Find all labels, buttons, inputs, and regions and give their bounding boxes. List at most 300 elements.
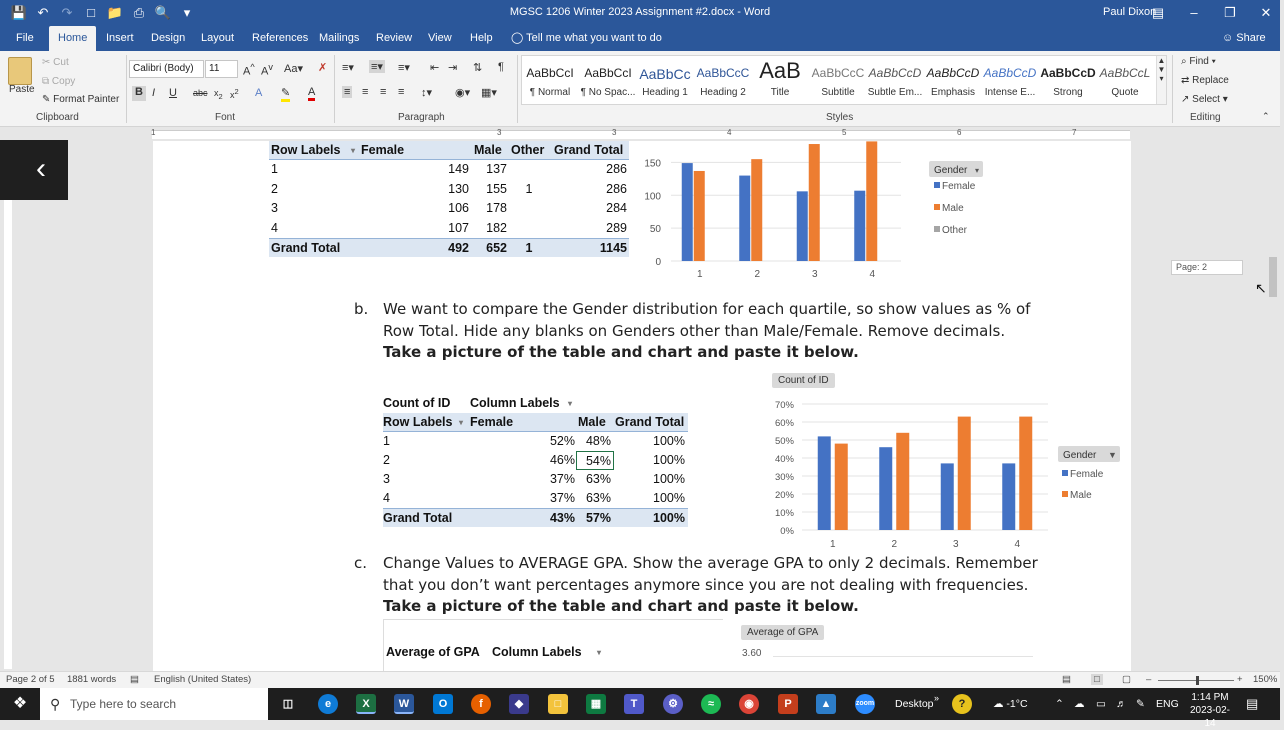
sort-icon[interactable]: ⇅ <box>473 62 483 74</box>
row-label: 1 <box>383 434 390 448</box>
selected-cell[interactable]: 54% <box>576 451 614 470</box>
ruler-number: 6 <box>957 128 962 137</box>
strikethrough-icon[interactable]: abc <box>193 88 208 98</box>
zoom-slider-handle[interactable] <box>1196 676 1199 685</box>
pen-icon[interactable]: ✎ <box>1136 698 1145 710</box>
onedrive-icon[interactable]: ☁ <box>1074 698 1085 710</box>
column-labels-header: Column Labels <box>492 645 582 659</box>
values-field-label: Count of ID <box>383 396 451 410</box>
style-name: Quote <box>1111 87 1139 98</box>
chart-gridline <box>773 656 1033 657</box>
bar <box>739 176 750 261</box>
save-icon[interactable]: 💾 <box>10 5 28 20</box>
table-row <box>269 160 629 179</box>
word-count[interactable]: 1881 words <box>67 674 117 685</box>
spotify-icon[interactable]: ≈ <box>701 694 721 714</box>
chart-field-button[interactable]: Average of GPA <box>741 625 824 640</box>
ruler-number: 5 <box>842 128 847 137</box>
app-icon[interactable]: ◆ <box>509 694 529 714</box>
header-other: Other <box>511 143 545 157</box>
style-strong[interactable] <box>1040 56 1096 104</box>
legend-title: Gender <box>934 165 968 176</box>
windows-taskbar <box>0 688 1280 729</box>
paragraph-group-label: Paragraph <box>398 112 445 123</box>
header-grand-total: Grand Total <box>615 415 685 429</box>
excel-icon[interactable]: X <box>356 694 376 714</box>
copy-button[interactable] <box>42 76 75 87</box>
ruler-bar <box>152 130 1130 139</box>
style-name: Title <box>770 87 790 98</box>
bar <box>941 463 954 530</box>
cut-label: Cut <box>53 57 69 68</box>
y-tick-label: 0% <box>780 526 794 537</box>
back-navigation-button[interactable] <box>0 140 68 200</box>
row-label: 2 <box>271 182 278 196</box>
question-b-line2: Row Total. Hide any blanks on Genders other than Male/Female. Remove decimals. <box>383 322 1006 340</box>
clock-time: 1:14 PM <box>1191 692 1229 703</box>
tab-layout[interactable]: Layout <box>201 32 235 44</box>
style-name: Strong <box>1053 87 1083 98</box>
question-b-line1: We want to compare the Gender distribution for each quartile, so show values as % of <box>383 300 1031 318</box>
table-row <box>383 489 688 508</box>
print-layout-icon[interactable]: □ <box>1091 674 1103 685</box>
y-tick-label: 0 <box>655 257 661 268</box>
new-document-icon[interactable]: □ <box>87 5 95 20</box>
table-title-row <box>384 643 724 662</box>
help-icon[interactable]: ? <box>952 694 972 714</box>
question-c-label: c. <box>354 554 368 572</box>
styles-gallery <box>521 55 1167 105</box>
filter-dropdown-icon[interactable]: ▾ <box>351 146 356 155</box>
bar <box>879 447 892 530</box>
style-preview: AaBbCcC <box>696 66 750 80</box>
row-label: 4 <box>271 221 278 235</box>
shading-icon[interactable]: ◉▾ <box>455 87 471 99</box>
style-heading-2[interactable] <box>695 56 751 104</box>
decrease-indent-icon[interactable]: ⇤ <box>430 62 440 74</box>
justify-icon[interactable]: ≡ <box>398 86 405 98</box>
settings-icon[interactable]: ⚙ <box>663 694 683 714</box>
numbering-icon[interactable]: ≡▾ <box>371 61 383 73</box>
header-female: Female <box>470 415 514 429</box>
legend-entry: Male <box>1070 490 1092 501</box>
row-total: 286 <box>606 182 627 196</box>
y-tick-label: 150 <box>644 158 661 170</box>
toolbar-overflow-icon[interactable]: » <box>934 693 940 703</box>
filter-dropdown-icon[interactable]: ▾ <box>597 648 602 657</box>
header-male: Male <box>578 415 606 429</box>
header-male: Male <box>474 143 502 157</box>
print-icon[interactable]: ⎙ <box>133 5 145 20</box>
row-total: 100% <box>653 472 685 486</box>
align-right-icon[interactable]: ≡ <box>380 86 387 98</box>
copy-label: Copy <box>51 76 76 87</box>
proofing-icon[interactable]: ▤ <box>130 674 139 685</box>
style-heading-1[interactable] <box>637 56 693 104</box>
copy-icon: ⧉ <box>42 76 50 87</box>
female-percent: 37% <box>549 491 575 505</box>
clock[interactable] <box>1186 691 1234 730</box>
clock-date: 2023-02-14 <box>1189 705 1231 729</box>
undo-icon[interactable]: ↶ <box>37 5 49 20</box>
styles-more-icon[interactable]: ▲ ▼ ▾ <box>1156 56 1166 104</box>
edge-icon[interactable]: e <box>318 694 338 714</box>
legend-entry: Female <box>942 181 976 192</box>
y-tick-label: 50 <box>649 224 661 236</box>
minimize-button[interactable]: – <box>1190 5 1198 20</box>
notifications-icon[interactable]: ▤ <box>1246 696 1259 711</box>
row-label: Grand Total <box>383 511 453 525</box>
zoom-level[interactable]: 150% <box>1253 674 1278 685</box>
select-button[interactable]: ↗ Select ▾ <box>1181 94 1228 105</box>
female-percent: 52% <box>549 434 575 448</box>
task-view-icon[interactable]: ◫ <box>282 698 294 710</box>
female-count: 130 <box>448 182 469 196</box>
teams-icon[interactable]: T <box>624 694 644 714</box>
grand-total-row <box>383 508 688 527</box>
style-preview: AaBbCcC <box>811 66 865 80</box>
row-total: 286 <box>606 162 627 176</box>
tab-home[interactable]: Home <box>49 26 96 51</box>
male-count: 137 <box>486 162 507 176</box>
replace-label: Replace <box>1192 75 1229 86</box>
tell-me-search[interactable] <box>511 26 662 51</box>
bar <box>958 417 971 530</box>
chart-axis-tick: 3.60 <box>742 648 762 659</box>
row-label: 4 <box>383 491 390 505</box>
male-percent: 63% <box>585 491 611 505</box>
style-preview: AaBbCcL <box>1099 66 1151 80</box>
firefox-icon[interactable]: f <box>471 694 491 714</box>
header-row-labels: Row Labels <box>271 143 341 157</box>
ruler-number: 3 <box>497 128 502 137</box>
title-bar <box>0 0 1280 26</box>
style-name: Intense E... <box>984 87 1036 98</box>
highlight-icon[interactable]: ✎ <box>281 86 290 102</box>
tell-me-label: Tell me what you want to do <box>526 32 662 44</box>
bar <box>896 433 909 530</box>
style-intense-emphasis[interactable] <box>982 56 1038 104</box>
style-preview: AaBbCcD <box>926 66 980 80</box>
redo-icon[interactable]: ↷ <box>61 5 73 20</box>
question-b-instruction: Take a picture of the table and chart and paste it below. <box>383 343 859 361</box>
separator <box>517 55 518 123</box>
page-count[interactable]: Page 2 of 5 <box>6 674 55 685</box>
bar <box>866 141 877 261</box>
header-row-labels: Row Labels <box>383 415 453 429</box>
search-placeholder: Type here to search <box>70 697 177 711</box>
style-preview: AaB <box>759 58 801 83</box>
filter-dropdown-icon[interactable]: ▾ <box>459 418 464 427</box>
female-count: 149 <box>448 162 469 176</box>
photos-icon[interactable]: ▲ <box>816 694 836 714</box>
outlook-icon[interactable]: O <box>433 694 453 714</box>
style-title[interactable] <box>752 56 808 104</box>
vertical-ruler[interactable] <box>0 141 14 671</box>
gender-percent-chart[interactable] <box>758 391 1128 551</box>
male-count: 182 <box>486 221 507 235</box>
style-name: Emphasis <box>931 87 975 98</box>
separator <box>334 55 335 123</box>
document-page[interactable] <box>153 141 1131 671</box>
zoom-in-icon[interactable]: + <box>1237 674 1243 685</box>
paste-icon[interactable] <box>8 57 32 85</box>
legend-swatch <box>934 204 940 210</box>
female-count: 106 <box>448 201 469 215</box>
filter-icon: ▼ <box>1108 450 1117 460</box>
line-spacing-icon[interactable]: ↕▾ <box>421 87 433 99</box>
y-tick-label: 30% <box>774 472 794 483</box>
question-c-instruction: Take a picture of the table and chart and paste it below. <box>383 597 859 615</box>
desktop-toolbar[interactable]: Desktop <box>895 698 934 710</box>
style-name: Subtle Em... <box>867 87 923 98</box>
word-icon[interactable]: W <box>394 694 414 714</box>
values-field-label: Average of GPA <box>386 645 480 659</box>
format-painter-label: Format Painter <box>53 94 120 105</box>
ruler-number: 7 <box>1072 128 1077 137</box>
bold-icon[interactable]: B <box>132 86 146 101</box>
tab-view[interactable]: View <box>428 32 452 44</box>
language[interactable]: English (United States) <box>154 674 252 685</box>
ribbon <box>0 51 1280 127</box>
tab-references[interactable]: References <box>252 32 309 44</box>
clipboard-group-label: Clipboard <box>36 112 79 123</box>
style-preview: AaBbCcI <box>584 66 632 80</box>
zoom-app-icon[interactable]: zoom <box>855 694 875 714</box>
style-subtle-emphasis[interactable] <box>867 56 923 104</box>
bullets-icon[interactable]: ≡▾ <box>342 62 354 74</box>
separator <box>1172 55 1173 123</box>
styles-group-label: Styles <box>826 112 854 123</box>
row-label: 2 <box>383 453 390 467</box>
table-row <box>383 432 688 451</box>
font-group-label: Font <box>215 112 236 123</box>
collapse-ribbon-icon[interactable]: ⌃ <box>1262 111 1270 121</box>
table-row <box>269 219 629 238</box>
male-percent: 63% <box>585 472 611 486</box>
y-tick-label: 60% <box>774 418 794 429</box>
question-c-line2: that you don’t want percentages anymore since you are not dealing with frequencies. <box>383 576 1029 594</box>
row-total: 100% <box>653 434 685 448</box>
shrink-font-icon[interactable]: $A^v$ <box>261 62 273 78</box>
editing-group-label: Editing <box>1190 112 1221 123</box>
bar <box>694 171 705 261</box>
legend-swatch <box>1062 470 1068 476</box>
row-label: 3 <box>271 201 278 215</box>
network-icon[interactable]: ▭ <box>1096 698 1106 710</box>
style-name: Heading 1 <box>642 87 688 98</box>
window-controls <box>1140 0 1284 26</box>
grand-total-row <box>269 238 629 257</box>
header-grand-total: Grand Total <box>554 143 624 157</box>
print-preview-icon[interactable]: 🔍 <box>154 5 172 20</box>
y-tick-label: 100 <box>644 191 661 203</box>
table-row <box>269 180 629 199</box>
grand-total: 100% <box>653 511 685 525</box>
row-label: Grand Total <box>271 241 341 255</box>
maximize-button[interactable]: ❐ <box>1224 5 1236 20</box>
read-mode-icon[interactable]: ▤ <box>1062 674 1071 685</box>
status-bar <box>0 671 1280 688</box>
format-painter-button[interactable] <box>42 94 119 105</box>
weather-widget[interactable] <box>993 688 1028 720</box>
x-tick-label: 2 <box>891 539 898 550</box>
style-name: ¶ Normal <box>529 87 571 98</box>
style-name: Heading 2 <box>700 87 746 98</box>
row-label: 1 <box>271 162 278 176</box>
text-effects-icon[interactable]: A <box>255 87 263 99</box>
style-name: Subtitle <box>821 87 855 98</box>
x-tick-label: 3 <box>952 539 959 550</box>
align-center-icon[interactable]: ≡ <box>362 86 369 98</box>
show-hidden-icons-icon[interactable]: ⌃ <box>1055 698 1064 710</box>
legend-entry: Other <box>942 225 968 236</box>
paste-button[interactable]: Paste <box>9 84 35 95</box>
align-left-icon[interactable]: ≡ <box>344 86 351 98</box>
font-name-combo[interactable]: Calibri (Body) <box>129 60 204 78</box>
x-tick-label: 4 <box>1014 539 1021 550</box>
subscript-icon[interactable]: $x_2$ <box>214 88 223 101</box>
ribbon-display-options-icon[interactable]: ▤ <box>1151 5 1165 20</box>
bar <box>835 444 848 530</box>
find-button[interactable]: ⌕ Find ▾ <box>1181 56 1216 67</box>
y-tick-label: 10% <box>774 508 794 519</box>
mouse-cursor-icon: ↖ <box>1255 280 1267 296</box>
horizontal-ruler[interactable] <box>0 127 1280 141</box>
font-size-combo[interactable]: 11 <box>205 60 238 78</box>
table-row <box>383 470 688 489</box>
increase-indent-icon[interactable]: ⇥ <box>448 62 458 74</box>
replace-button[interactable] <box>1181 75 1229 86</box>
close-button[interactable]: ✕ <box>1260 5 1272 20</box>
page-tooltip: Page: 2 <box>1171 260 1243 275</box>
scrollbar-thumb[interactable] <box>1269 257 1277 297</box>
cloud-icon: ☁ <box>993 698 1004 710</box>
style-normal[interactable] <box>522 56 578 104</box>
question-b-label: b. <box>354 300 369 318</box>
x-tick-label: 1 <box>829 539 836 550</box>
table-title-row <box>383 394 688 413</box>
chrome-icon[interactable]: ◉ <box>739 694 759 714</box>
style-preview: AaBbCc <box>639 66 691 82</box>
row-total: 100% <box>653 453 685 467</box>
select-label: Select <box>1192 94 1220 105</box>
x-tick-label: 2 <box>754 269 761 280</box>
chart-field-button[interactable]: Count of ID <box>772 373 835 388</box>
tab-file[interactable]: File <box>16 32 34 44</box>
open-folder-icon[interactable]: 📁 <box>106 5 124 20</box>
style-subtitle[interactable] <box>810 56 866 104</box>
female-percent: 37% <box>549 472 575 486</box>
share-button[interactable] <box>1222 26 1266 51</box>
ruler-number: 3 <box>612 128 617 137</box>
tab-help[interactable]: Help <box>470 32 493 44</box>
ruler-number: 1 <box>151 128 156 137</box>
lightbulb-icon: ◯ <box>511 32 524 44</box>
female-total: 492 <box>448 241 469 255</box>
select-icon: ↗ <box>1181 94 1190 105</box>
pivot-table-gpa[interactable] <box>383 619 723 671</box>
filter-dropdown-icon[interactable]: ▾ <box>568 399 573 408</box>
female-percent: 46% <box>549 453 575 467</box>
calculator-icon[interactable]: ▦ <box>586 694 606 714</box>
multilevel-list-icon[interactable]: ≡▾ <box>398 62 410 74</box>
style-preview: AaBbCcD <box>983 66 1037 80</box>
file-explorer-icon[interactable]: □ <box>548 694 568 714</box>
female-count: 107 <box>448 221 469 235</box>
powerpoint-icon[interactable]: P <box>778 694 798 714</box>
vertical-scrollbar[interactable] <box>1266 127 1280 671</box>
style-name: ¶ No Spac... <box>580 87 636 98</box>
share-label: Share <box>1236 32 1266 44</box>
x-tick-label: 3 <box>811 269 818 280</box>
zoom-out-icon[interactable]: – <box>1146 674 1152 685</box>
style-no-spacing[interactable] <box>580 56 636 104</box>
table-header-row <box>269 141 629 160</box>
y-tick-label: 50% <box>774 436 794 447</box>
dropdown-icon: ▾ <box>975 166 980 175</box>
style-emphasis[interactable] <box>925 56 981 104</box>
find-label: Find <box>1189 56 1209 67</box>
borders-icon[interactable]: ▦▾ <box>481 87 497 99</box>
cut-button[interactable] <box>42 57 69 68</box>
y-tick-label: 40% <box>774 454 794 465</box>
volume-icon[interactable]: ♬ <box>1116 698 1127 710</box>
font-color-icon[interactable]: A <box>308 86 315 101</box>
change-case-icon[interactable]: Aa▾ <box>284 63 303 75</box>
italic-icon[interactable]: I <box>152 87 156 99</box>
show-formatting-icon[interactable]: ¶ <box>498 61 504 73</box>
gender-count-chart[interactable] <box>631 141 1031 286</box>
style-quote[interactable] <box>1097 56 1153 104</box>
male-count: 178 <box>486 201 507 215</box>
bar <box>818 436 831 530</box>
scissors-icon: ✂ <box>42 57 51 68</box>
web-layout-icon[interactable]: ▢ <box>1122 674 1131 685</box>
row-total: 289 <box>606 221 627 235</box>
tab-review[interactable]: Review <box>376 32 413 44</box>
bar <box>682 163 693 261</box>
y-tick-label: 70% <box>774 400 794 411</box>
ribbon-tabs <box>0 26 1280 51</box>
tab-insert[interactable]: Insert <box>106 32 134 44</box>
user-name[interactable]: Paul Dixon <box>1103 6 1157 18</box>
input-language[interactable]: ENG <box>1156 698 1179 710</box>
header-female: Female <box>361 143 405 157</box>
legend-swatch <box>934 182 940 188</box>
legend-entry: Male <box>942 203 964 214</box>
bar <box>809 144 820 261</box>
clear-formatting-icon[interactable]: ✗ <box>318 62 328 74</box>
tab-mailings[interactable]: Mailings <box>319 32 360 44</box>
ruler-bar <box>4 141 12 669</box>
bar <box>1019 417 1032 530</box>
style-preview: AaBbCcI <box>526 66 574 80</box>
male-total: 57% <box>585 511 611 525</box>
customize-qat-icon[interactable]: ▾ <box>183 5 191 20</box>
taskbar-search-box[interactable] <box>40 688 268 720</box>
bar <box>751 159 762 261</box>
tab-design[interactable]: Design <box>151 32 186 44</box>
grand-total: 1145 <box>599 241 627 255</box>
grow-font-icon[interactable]: A^ <box>243 62 255 78</box>
superscript-icon[interactable]: $x^2$ <box>230 87 239 100</box>
underline-icon[interactable]: U <box>169 87 177 99</box>
column-labels-header: Column Labels <box>470 396 560 410</box>
x-tick-label: 4 <box>869 269 876 280</box>
legend-swatch <box>1062 491 1068 497</box>
windows-start-icon[interactable]: ❖ <box>12 695 28 712</box>
